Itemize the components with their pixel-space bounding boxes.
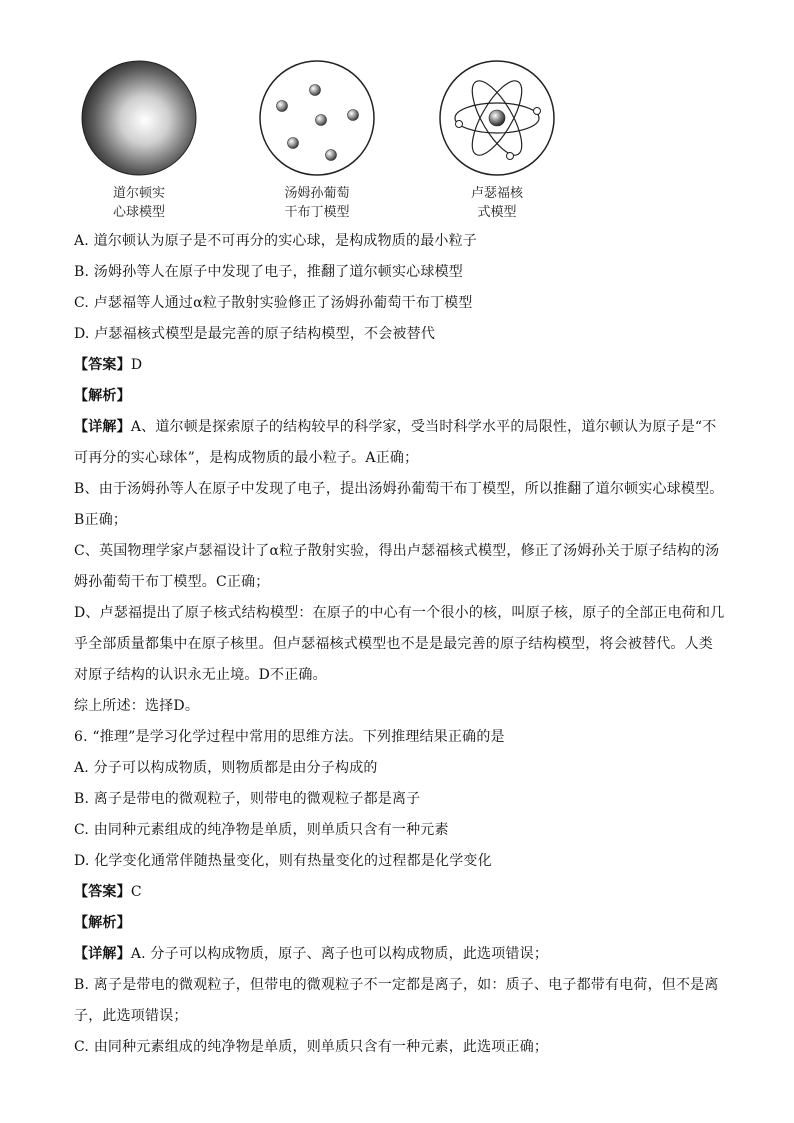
rutherford-model-figure [432, 58, 562, 222]
q6-option-b: B. 离子是带电的微观粒子，则带电的微观粒子都是离子 [74, 791, 421, 807]
q6-analysis-label: 【解析】 [74, 915, 131, 931]
dalton-model-figure [74, 58, 204, 222]
q5-detail-line [74, 412, 724, 443]
q5-option-a: A. 道尔顿认为原子是不可再分的实心球，是构成物质的最小粒子 [74, 233, 478, 249]
detail-text: A、道尔顿是探索原子的结构较早的科学家，受当时科学水平的局限性，道尔顿认为原子是“不 [130, 419, 717, 435]
q5-answer [74, 350, 724, 381]
q5-detail-line: 姆孙葡萄干布丁模型。C正确； [74, 574, 270, 590]
q6-option-a: A. 分子可以构成物质，则物质都是由分子构成的 [74, 760, 378, 776]
q5-detail-line: B正确； [74, 512, 128, 528]
q5-detail-line: D、卢瑟福提出了原子核式结构模型：在原子的中心有一个很小的核，叫原子核，原子的全部正电荷和几 [74, 605, 725, 621]
answer-value: C [130, 884, 142, 900]
thomson-model-figure [252, 58, 382, 222]
caption-line: 心球模型 [112, 205, 165, 220]
dalton-sphere-image [79, 58, 199, 178]
q5-detail-line: B、由于汤姆孙等人在原子中发现了电子，提出汤姆孙葡萄干布丁模型，所以推翻了道尔顿实心球模型。 [74, 481, 724, 497]
q6-option-d: D. 化学变化通常伴随热量变化，则有热量变化的过程都是化学变化 [74, 853, 492, 869]
q5-summary: 综上所述：选择D。 [74, 698, 200, 714]
q5-detail-line: 对原子结构的认识永无止境。D不正确。 [74, 667, 327, 683]
q6-stem: 6. “推理”是学习化学过程中常用的思维方法。下列推理结果正确的是 [74, 729, 505, 745]
caption-line: 卢瑟福核 [470, 186, 523, 201]
rutherford-model-caption [432, 184, 562, 222]
q5-detail-line: C、英国物理学家卢瑟福设计了α粒子散射实验，得出卢瑟福核式模型，修正了汤姆孙关于原子结构的汤 [74, 543, 720, 559]
rutherford-nuclear-image [437, 58, 557, 178]
q6-detail-line: C. 由同种元素组成的纯净物是单质，则单质只含有一种元素，此选项正确； [74, 1039, 549, 1055]
answer-label: 【答案】 [74, 357, 131, 373]
detail-text: A. 分子可以构成物质，原子、离子也可以构成物质，此选项错误； [130, 946, 549, 962]
thomson-model-caption [252, 184, 382, 222]
q6-detail-line: B. 离子是带电的微观粒子，但带电的微观粒子不一定都是离子，如：质子、电子都带有电荷，但不是离 [74, 977, 719, 993]
q5-detail-line: 乎全部质量都集中在原子核里。但卢瑟福核式模型也不是是最完善的原子结构模型，将会被替代。人类 [74, 636, 713, 652]
q5-detail-line: 可再分的实心球体”，是构成物质的最小粒子。A正确； [74, 450, 419, 466]
q5-option-d: D. 卢瑟福核式模型是最完善的原子结构模型，不会被替代 [74, 326, 436, 342]
caption-line: 汤姆孙葡萄 [284, 186, 350, 201]
q5-option-b: B. 汤姆孙等人在原子中发现了电子，推翻了道尔顿实心球模型 [74, 264, 463, 280]
caption-line: 式模型 [477, 205, 517, 220]
q6-option-c: C. 由同种元素组成的纯净物是单质，则单质只含有一种元素 [74, 822, 449, 838]
detail-label: 【详解】 [74, 946, 131, 962]
detail-label: 【详解】 [74, 419, 131, 435]
q6-detail-line: 子，此选项错误； [74, 1008, 188, 1024]
q6-detail-line [74, 939, 724, 970]
answer-value: D [130, 357, 143, 373]
q5-option-c: C. 卢瑟福等人通过α粒子散射实验修正了汤姆孙葡萄干布丁模型 [74, 295, 473, 311]
q5-analysis-label: 【解析】 [74, 388, 131, 404]
answer-label: 【答案】 [74, 884, 131, 900]
atomic-model-figures [74, 58, 574, 228]
question-content [74, 226, 724, 1063]
dalton-model-caption [74, 184, 204, 222]
caption-line: 干布丁模型 [284, 205, 350, 220]
thomson-pudding-image [257, 58, 377, 178]
q6-answer [74, 877, 724, 908]
caption-line: 道尔顿实 [112, 186, 165, 201]
